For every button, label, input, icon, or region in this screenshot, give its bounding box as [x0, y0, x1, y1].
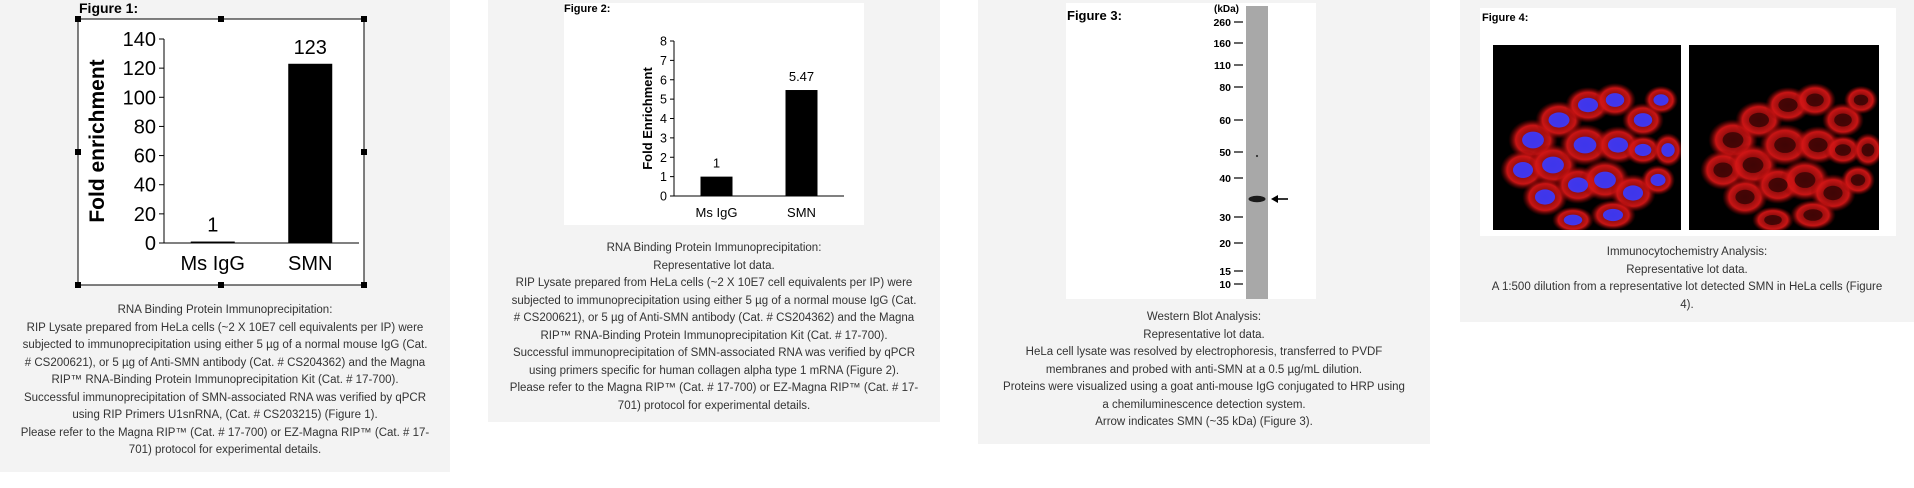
caption-line: RIP™ RNA-Binding Protein Immunoprecipitation Kit (Cat. # 17-700).	[540, 329, 888, 342]
figure4-panel	[1460, 0, 1914, 322]
cell-nucleus	[1513, 162, 1533, 178]
caption-line: HeLa cell lysate was resolved by electrophoresis, transferred to PVDF	[1025, 346, 1383, 358]
bar	[288, 64, 332, 243]
icc-merged-image	[1493, 45, 1681, 230]
marker-label: 10	[1219, 279, 1231, 291]
figure1-caption	[0, 302, 450, 460]
caption-line: a chemiluminescence detection system.	[1102, 398, 1306, 411]
figure4-label: Figure 4:	[1482, 12, 1529, 24]
y-tick-label: 7	[660, 53, 667, 68]
cell-nucleus-dark	[1854, 95, 1868, 106]
y-tick-label: 0	[144, 233, 156, 255]
caption-line: Western Blot Analysis:	[1146, 311, 1262, 323]
figure2-chart	[564, 3, 864, 225]
data-label: 1	[712, 155, 721, 171]
figure4-caption	[1460, 244, 1914, 314]
data-label: 1	[207, 214, 219, 237]
cell-nucleus	[1634, 113, 1652, 127]
cell-nucleus-dark	[1764, 215, 1782, 225]
cell-nucleus	[1608, 137, 1628, 152]
x-tick-label: Ms IgG	[180, 253, 245, 275]
cell-nucleus-dark	[1778, 98, 1797, 112]
cell-nucleus-dark	[1808, 138, 1827, 152]
caption-line: # CS200621), or 5 µg of Anti-SMN antibody (Cat. # CS204362) and the Magna	[24, 356, 426, 369]
caption-line: Arrow indicates SMN (~35 kDa) (Figure 3).	[1095, 416, 1313, 428]
caption-line: Proteins were visualized using a goat anti-mouse IgG conjugated to HRP using	[1003, 381, 1405, 393]
caption-line: Successful immunoprecipitation of SMN-associated RNA was verified by qPCR	[23, 391, 427, 404]
x-tick-label: SMN	[787, 205, 816, 220]
cell-nucleus-dark	[1835, 144, 1851, 156]
bar	[786, 90, 818, 196]
cell-nucleus	[1574, 137, 1597, 154]
western-blot	[1066, 3, 1316, 299]
y-tick-label: 80	[133, 116, 156, 139]
blot-lane	[1246, 6, 1268, 299]
cell-nucleus-dark	[1803, 209, 1822, 221]
cell-nucleus-dark	[1743, 157, 1764, 173]
y-axis-title: Fold enrichment	[86, 59, 109, 223]
cell-nucleus	[1564, 215, 1582, 226]
caption-line: A 1:500 dilution from a representative lot detected SMN in HeLa cells (Figure	[1491, 281, 1883, 293]
icc-smn-image	[1689, 45, 1879, 230]
caption-line: 701) protocol for experimental details.	[617, 399, 811, 412]
marker-label: 80	[1219, 82, 1231, 94]
resize-handle[interactable]	[75, 282, 81, 288]
bar	[191, 242, 235, 244]
caption-line: Representative lot data.	[653, 259, 775, 272]
cell-nucleus	[1594, 172, 1616, 189]
caption-line: Successful immunoprecipitation of SMN-associated RNA was verified by qPCR	[512, 347, 916, 359]
resize-handle[interactable]	[75, 149, 81, 155]
y-tick-label: 4	[660, 112, 667, 126]
figure1-chart	[74, 15, 374, 305]
y-tick-label: 20	[133, 203, 156, 226]
resize-handle[interactable]	[361, 16, 367, 22]
caption-line: Please refer to the Magna RIP™ (Cat. # 17-700) or EZ-Magna RIP™ (Cat. # 17-	[20, 426, 430, 439]
marker-label: 40	[1219, 173, 1231, 185]
bar	[701, 177, 733, 196]
cell-nucleus	[1522, 132, 1544, 149]
cell-nucleus-dark	[1749, 113, 1769, 127]
cell-nucleus-dark	[1806, 94, 1824, 107]
y-tick-label: 100	[122, 87, 156, 110]
cell-nucleus	[1549, 112, 1570, 127]
cell-nucleus-dark	[1735, 190, 1754, 204]
caption-line: using primers specific for human collagen alpha type 1 mRNA (Figure 2).	[528, 364, 900, 377]
marker-label: 15	[1219, 266, 1231, 278]
cell-nucleus	[1653, 94, 1668, 105]
marker-label: 60	[1219, 115, 1231, 127]
caption-line: 701) protocol for experimental details.	[128, 444, 322, 456]
cell-nucleus-dark	[1823, 186, 1842, 200]
caption-line: membranes and probed with anti-SMN at a 0.5 µg/mL dilution.	[1045, 363, 1363, 376]
y-tick-label: 8	[660, 34, 667, 49]
marker-label: 50	[1219, 147, 1231, 159]
cell-nucleus	[1650, 174, 1665, 186]
cell-nucleus	[1635, 144, 1652, 156]
cell-nucleus	[1542, 157, 1564, 174]
resize-handle[interactable]	[361, 149, 367, 155]
cell-nucleus-dark	[1834, 114, 1852, 127]
x-tick-label: Ms IgG	[695, 205, 738, 220]
y-tick-label: 60	[133, 145, 156, 168]
caption-line: subjected to immunoprecipitation using either 5 µg of a normal mouse IgG (Cat.	[511, 294, 917, 307]
y-tick-label: 120	[122, 58, 156, 81]
smn-band	[1249, 196, 1266, 202]
figure1-panel	[0, 0, 450, 472]
caption-line: 4).	[1680, 298, 1694, 311]
resize-handle[interactable]	[218, 16, 224, 22]
caption-line: RNA Binding Protein Immunoprecipitation:	[606, 242, 822, 254]
blot-speck	[1256, 155, 1258, 157]
cell-nucleus	[1606, 93, 1624, 107]
cell-nucleus-dark	[1774, 137, 1796, 153]
caption-line: Representative lot data.	[1626, 263, 1748, 276]
data-label: 123	[293, 36, 327, 59]
cell-nucleus	[1603, 209, 1623, 221]
marker-label: 30	[1219, 212, 1231, 224]
cell-nucleus	[1535, 189, 1555, 204]
cell-nucleus-dark	[1713, 162, 1732, 177]
cell-nucleus	[1578, 98, 1598, 112]
marker-label: 260	[1213, 17, 1231, 29]
resize-handle[interactable]	[218, 282, 224, 288]
resize-handle[interactable]	[361, 282, 367, 288]
caption-line: RIP™ RNA-Binding Protein Immunoprecipitation Kit (Cat. # 17-700).	[51, 374, 399, 386]
y-tick-label: 5	[660, 92, 667, 107]
figure2-caption	[488, 240, 940, 415]
marker-label: 20	[1219, 238, 1231, 250]
y-axis-title: Fold Enrichment	[640, 67, 655, 170]
caption-line: using RIP Primers U1snRNA, (Cat. # CS203215) (Figure 1).	[72, 409, 378, 421]
data-label: 5.47	[788, 69, 815, 85]
caption-line: Immunocytochemistry Analysis:	[1606, 246, 1768, 258]
cell-nucleus-dark	[1723, 132, 1744, 148]
resize-handle[interactable]	[75, 16, 81, 22]
cell-nucleus	[1623, 185, 1643, 200]
figure3-label: Figure 3:	[1067, 8, 1122, 23]
cell-nucleus	[1568, 177, 1588, 192]
x-tick-label: SMN	[288, 253, 333, 275]
figure2-panel	[488, 0, 940, 422]
y-tick-label: 1	[660, 170, 667, 185]
caption-line: Representative lot data.	[1143, 328, 1265, 341]
cell-nucleus	[1661, 143, 1674, 157]
figure2-label: Figure 2:	[564, 3, 611, 15]
marker-label: 160	[1213, 38, 1231, 50]
cell-nucleus-dark	[1862, 144, 1875, 157]
kda-unit-label: (kDa)	[1213, 4, 1239, 15]
caption-line: # CS200621), or 5 µg of Anti-SMN antibody (Cat. # CS204362) and the Magna	[513, 312, 915, 324]
y-tick-label: 0	[660, 189, 667, 204]
caption-line: RIP Lysate prepared from HeLa cells (~2 X 10E7 cell equivalents per IP) were	[515, 277, 913, 289]
y-tick-label: 140	[122, 29, 156, 51]
y-tick-label: 6	[660, 73, 667, 88]
caption-line: subjected to immunoprecipitation using either 5 µg of a normal mouse IgG (Cat.	[22, 339, 428, 351]
figure3-caption	[978, 309, 1430, 432]
cell-nucleus-dark	[1768, 178, 1787, 192]
figure1-label: Figure 1:	[79, 0, 139, 16]
figure3-panel	[978, 0, 1430, 444]
caption-line: RIP Lysate prepared from HeLa cells (~2 X 10E7 cell equivalents per IP) were	[26, 321, 424, 334]
y-tick-label: 40	[133, 174, 156, 197]
cell-nucleus-dark	[1795, 172, 1816, 188]
caption-line: Please refer to the Magna RIP™ (Cat. # 17-700) or EZ-Magna RIP™ (Cat. # 17-	[509, 382, 919, 394]
y-tick-label: 2	[660, 150, 667, 165]
y-tick-label: 3	[660, 131, 667, 146]
caption-line: RNA Binding Protein Immunoprecipitation:	[117, 304, 333, 316]
cell-nucleus-dark	[1851, 174, 1865, 186]
marker-label: 110	[1214, 60, 1231, 72]
smn-arrow-icon	[1271, 195, 1288, 203]
